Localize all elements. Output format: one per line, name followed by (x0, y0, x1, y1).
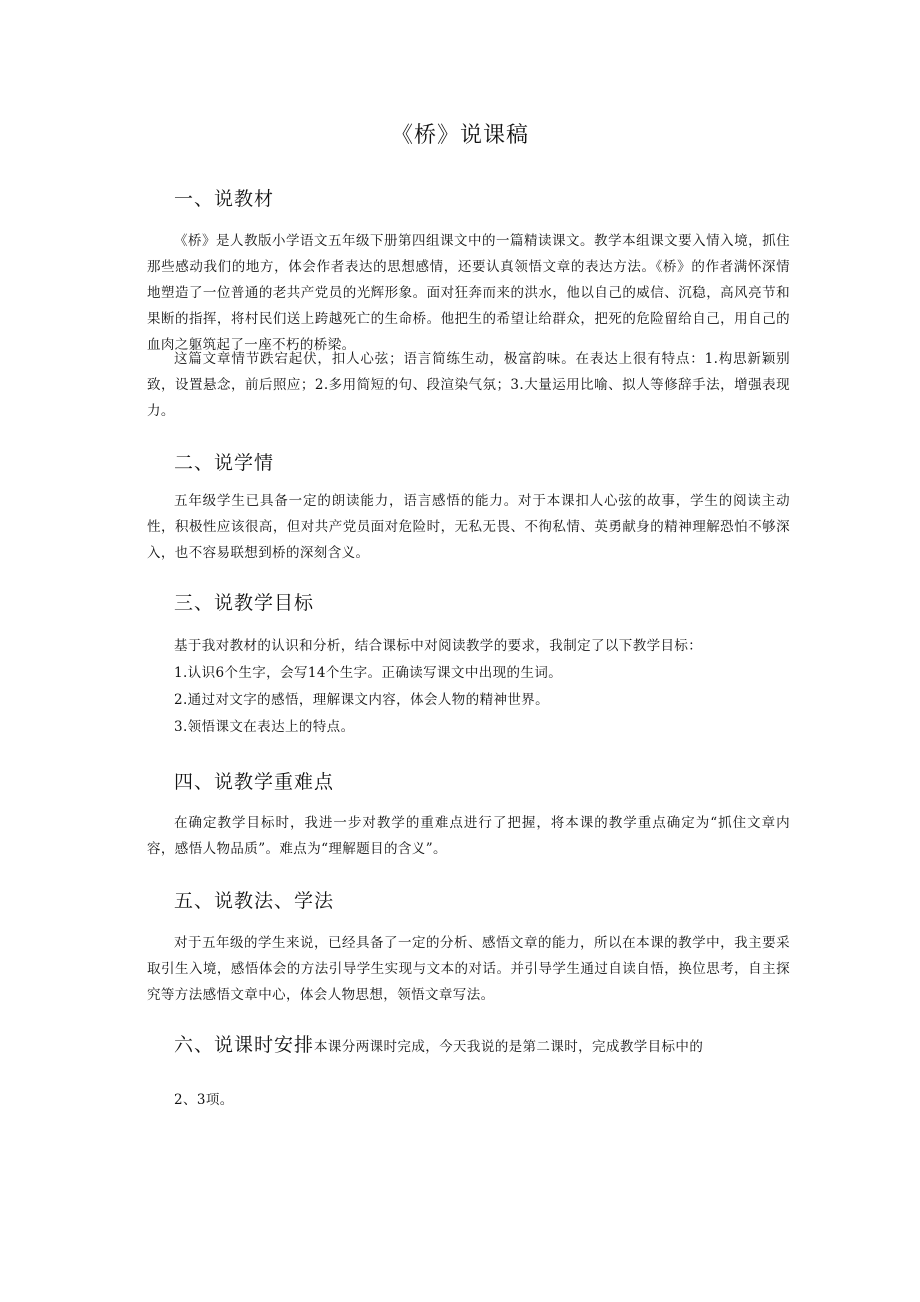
schedule-heading-label: 六、说课时安排 (174, 1034, 315, 1056)
section-heading-teaching-goals: 三、说教学目标 (174, 592, 315, 614)
teaching-goal-item-1: 1.认识6个生字，会写14个生字。正确读写课文中出现的生词。 (174, 665, 563, 681)
section-heading-methods: 五、说教法、学法 (174, 890, 335, 912)
document-title: 《桥》说课稿 (390, 123, 529, 148)
paragraph-teaching-material-1: 《桥》是人教版小学语文五年级下册第四组课文中的一篇精读课文。教学本组课文要入情入境，抓住那些感动我们的地方，体会作者表达的思想感情，还要认真领悟文章的表达方法。《桥》的作者满怀深情地塑造了一位普通的老共产党员的光辉形象。面对狂奔而来的洪水，他以自己的威信、沉稳，高风亮节和果断的指挥，将村民们送上跨越死亡的生命桥。他把生的希望让给群众，把死的危险留给自己，用自己的血肉之躯筑起了一座不朽的桥梁。 (147, 233, 790, 353)
teaching-goals-intro: 基于我对教材的认识和分析，结合课标中对阅读教学的要求，我制定了以下教学目标： (174, 638, 703, 654)
section-heading-student-analysis: 二、说学情 (174, 452, 275, 474)
schedule-continuation: 2、3项。 (174, 1092, 234, 1108)
teaching-goal-item-2: 2.通过对文字的感悟，理解课文内容，体会人物的精神世界。 (174, 692, 550, 708)
paragraph-methods: 对于五年级的学生来说，已经具备了一定的分析、感悟文章的能力，所以在本课的教学中，我主要采取引生入境，感悟体会的方法引导学生实现与文本的对话。并引导学生通过自读自悟，换位思考，自主探究等方法感悟文章中心，体会人物思想，领悟文章写法。 (147, 935, 790, 1003)
section-heading-key-points: 四、说教学重难点 (174, 771, 335, 793)
paragraph-student-analysis: 五年级学生已具备一定的朗读能力，语言感悟的能力。对于本课扣人心弦的故事，学生的阅读主动性，积极性应该很高，但对共产党员面对危险时，无私无畏、不徇私情、英勇献身的精神理解恐怕不够深入，也不容易联想到桥的深刻含义。 (147, 493, 790, 561)
section-heading-teaching-material: 一、说教材 (174, 188, 275, 210)
paragraph-teaching-material-2: 这篇文章情节跌宕起伏，扣人心弦；语言简练生动，极富韵味。在表达上很有特点：1.构思新颖别致，设置悬念，前后照应；2.多用简短的句、段渲染气氛；3.大量运用比喻、拟人等修辞手法，增强表现力。 (147, 351, 790, 419)
schedule-inline-text: 本课分两课时完成，今天我说的是第二课时，完成教学目标中的 (314, 1039, 704, 1055)
teaching-goal-item-3: 3.领悟课文在表达上的特点。 (174, 719, 355, 735)
section-heading-schedule (174, 1030, 703, 1057)
paragraph-key-points: 在确定教学目标时，我进一步对教学的重难点进行了把握，将本课的教学重点确定为“抓住文章内容，感悟人物品质”。难点为“理解题目的含义”。 (147, 815, 790, 857)
